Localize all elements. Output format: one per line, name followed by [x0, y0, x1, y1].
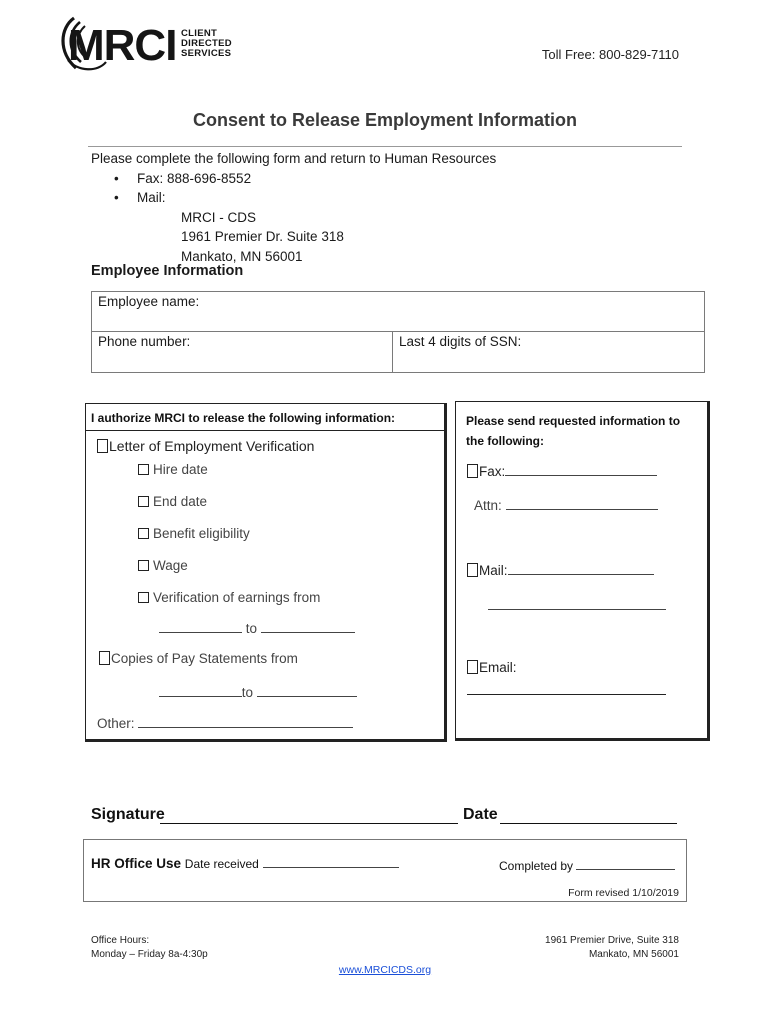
employee-name-field[interactable]: Employee name: — [98, 294, 200, 309]
toll-free-number: Toll Free: 800-829-7110 — [541, 47, 679, 62]
verification-of-earnings-checkbox[interactable]: Verification of earnings from — [138, 590, 320, 605]
page-title: Consent to Release Employment Information — [192, 110, 578, 130]
pay-statements-to-field[interactable] — [257, 685, 357, 697]
checkbox-icon[interactable] — [138, 464, 149, 475]
authorize-heading: I authorize MRCI to release the following information: — [91, 411, 396, 425]
checkbox-icon[interactable] — [138, 528, 149, 539]
send-fax-checkbox[interactable]: Fax: — [467, 464, 657, 479]
hr-office-use-heading: HR Office Use — [91, 856, 182, 871]
end-date-checkbox[interactable]: End date — [138, 494, 207, 509]
pay-statements-date-range: to — [159, 685, 357, 700]
mail-address-line: MRCI - CDS — [181, 209, 256, 225]
send-to-heading: Please send requested information to the following: — [466, 414, 681, 448]
website-link[interactable]: www.MRCICDS.org — [338, 964, 432, 976]
earnings-to-field[interactable] — [261, 621, 355, 633]
send-mail-checkbox[interactable]: Mail: — [467, 563, 654, 578]
ssn-last4-field[interactable]: Last 4 digits of SSN: — [399, 334, 522, 349]
checkbox-icon[interactable] — [138, 592, 149, 603]
checkbox-icon[interactable] — [467, 660, 478, 674]
date-label: Date — [463, 806, 498, 823]
checkbox-icon[interactable] — [99, 651, 110, 665]
send-email-input-line[interactable] — [467, 694, 666, 695]
other-field[interactable]: Other: — [97, 716, 353, 731]
completed-by-input-line[interactable] — [576, 858, 675, 870]
completed-by-label: Completed by — [499, 859, 574, 873]
wage-checkbox[interactable]: Wage — [138, 558, 188, 573]
earnings-date-range: to — [159, 621, 355, 636]
mail-address-line: 1961 Premier Dr. Suite 318 — [181, 229, 344, 244]
checkbox-icon[interactable] — [138, 496, 149, 507]
date-received-label: Date received — [184, 857, 259, 871]
instructions-intro: Please complete the following form and return to Human Resources — [91, 151, 497, 166]
hire-date-checkbox[interactable]: Hire date — [138, 462, 208, 477]
date-received-input-line[interactable] — [263, 856, 399, 868]
other-input-line[interactable] — [138, 716, 353, 728]
employee-table-column-divider — [392, 331, 393, 373]
signature-label: Signature — [91, 806, 165, 823]
hr-date-received — [91, 856, 399, 871]
footer-address: 1961 Premier Drive, Suite 318 Mankato, MN 56001 — [545, 935, 679, 960]
send-attn-input-line[interactable] — [506, 498, 658, 510]
checkbox-icon[interactable] — [97, 439, 108, 453]
send-fax-input-line[interactable] — [505, 464, 657, 476]
employee-table-row-divider — [91, 331, 705, 332]
mail-address-line: Mankato, MN 56001 — [181, 248, 303, 264]
checkbox-icon[interactable] — [467, 563, 478, 577]
pay-statements-checkbox[interactable]: Copies of Pay Statements from — [99, 651, 298, 666]
letter-of-employment-checkbox[interactable]: Letter of Employment Verification — [97, 438, 314, 454]
date-input-line[interactable] — [500, 823, 677, 824]
fax-bullet: • Fax: 888-696-8552 — [91, 169, 496, 189]
instructions — [91, 149, 496, 266]
employee-info-heading: Employee Information — [91, 263, 244, 279]
send-mail-input-line[interactable] — [508, 563, 654, 575]
pay-statements-from-field[interactable] — [159, 685, 242, 697]
send-email-checkbox[interactable]: Email: — [467, 660, 517, 675]
form-revised-date: Form revised 1/10/2019 — [568, 887, 679, 899]
phone-number-field[interactable]: Phone number: — [98, 334, 191, 349]
send-attn-field[interactable]: Attn: — [474, 498, 658, 513]
title-divider — [88, 146, 682, 147]
checkbox-icon[interactable] — [467, 464, 478, 478]
mail-bullet: • Mail: — [91, 188, 496, 208]
office-hours: Office Hours: Monday – Friday 8a-4:30p — [91, 935, 208, 960]
send-mail-input-line-2[interactable] — [488, 609, 666, 610]
checkbox-icon[interactable] — [138, 560, 149, 571]
logo-subtitle: CLIENT DIRECTED SERVICES — [181, 28, 232, 59]
logo-wordmark: MRCI — [68, 21, 177, 70]
benefit-eligibility-checkbox[interactable]: Benefit eligibility — [138, 526, 250, 541]
earnings-from-field[interactable] — [159, 621, 242, 633]
hr-completed-by — [499, 858, 675, 873]
signature-input-line[interactable] — [160, 823, 458, 824]
